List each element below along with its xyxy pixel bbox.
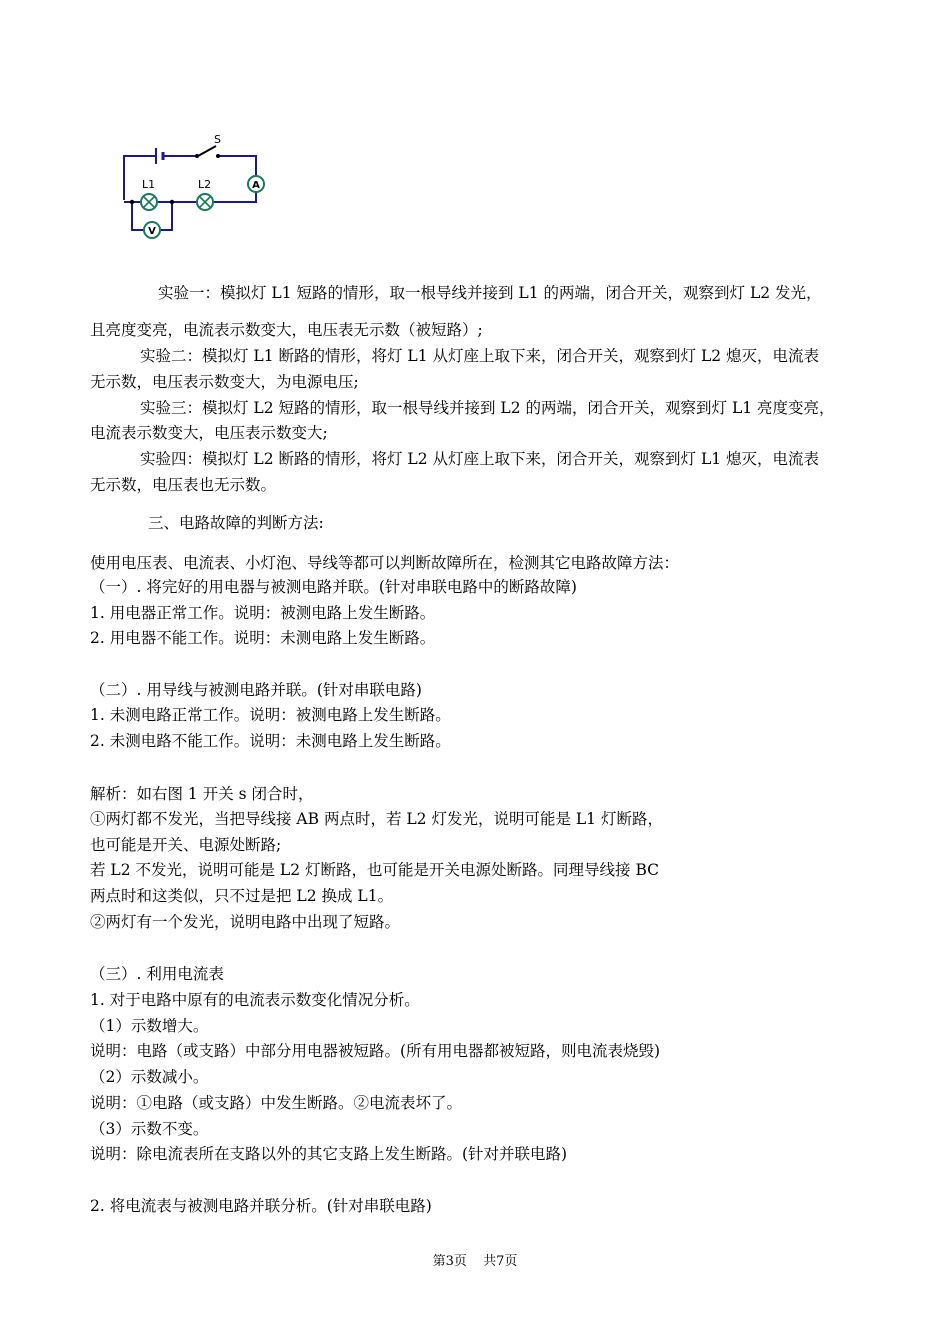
- method-2-item-1: 1. 未测电路正常工作。说明：被测电路上发生断路。: [90, 706, 451, 724]
- page-total: 共7页: [483, 1254, 518, 1269]
- experiment-3-line-1: 实验三：模拟灯 L2 短路的情形，取一根导线并接到 L2 的两端，闭合开关，观察到灯 L1 亮度变亮，: [140, 399, 835, 417]
- experiment-1-line-1: 实验一：模拟灯 L1 短路的情形，取一根导线并接到 L1 的两端，闭合开关，观察到灯 L2 发光，: [158, 284, 822, 302]
- experiment-4-line-1: 实验四：模拟灯 L2 断路的情形，将灯 L2 从灯座上取下来，闭合开关，观察到灯 L1 熄灭，电流表: [140, 450, 820, 468]
- experiment-2-line-2: 无示数，电压表示数变大，为电源电压;: [90, 373, 359, 391]
- analysis-line-6: ②两灯有一个发光，说明电路中出现了短路。: [90, 913, 401, 931]
- experiment-3-line-2: 电流表示数变大，电压表示数变大;: [90, 424, 328, 442]
- analysis-line-3: 也可能是开关、电源处断路;: [90, 836, 282, 854]
- method-2-title: （二）. 用导线与被测电路并联。(针对串联电路): [90, 681, 422, 699]
- method-3-title: （三）. 利用电流表: [90, 965, 224, 983]
- analysis-line-4: 若 L2 不发光，说明可能是 L2 灯断路，也可能是开关电源处断路。同理导线接 BC: [90, 861, 659, 879]
- analysis-line-1: 解析：如右图 1 开关 s 闭合时，: [90, 785, 314, 803]
- analysis-line-2: ①两灯都不发光，当把导线接 AB 两点时，若 L2 灯发光，说明可能是 L1 灯断路，: [90, 810, 663, 828]
- voltmeter-label: V: [148, 226, 156, 237]
- method-1-item-1: 1. 用电器正常工作。说明：被测电路上发生断路。: [90, 604, 436, 622]
- analysis-line-5: 两点时和这类似，只不过是把 L2 换成 L1。: [90, 887, 394, 905]
- method-3-sub-1-note: 说明：电路（或支路）中部分用电器被短路。(所有用电器都被短路，则电流表烧毁): [90, 1042, 661, 1060]
- method-2-item-2: 2. 未测电路不能工作。说明：未测电路上发生断路。: [90, 732, 451, 750]
- circuit-diagram: [118, 128, 278, 246]
- lamp-l2-symbol: [197, 194, 213, 210]
- ammeter-symbol: [248, 176, 264, 192]
- method-1-title: （一）. 将完好的用电器与被测电路并联。(针对串联电路中的断路故障): [90, 578, 577, 596]
- method-3-sub-3-note: 说明：除电流表所在支路以外的其它支路上发生断路。(针对并联电路): [90, 1145, 568, 1163]
- voltmeter-symbol: [144, 222, 160, 238]
- method-3-sub-3: （3）示数不变。: [90, 1120, 209, 1138]
- lamp2-label: L2: [198, 178, 212, 191]
- intro-text: 使用电压表、电流表、小灯泡、导线等都可以判断故障所在，检测其它电路故障方法：: [90, 554, 680, 572]
- method-3-item-1: 1. 对于电路中原有的电流表示数变化情况分析。: [90, 991, 420, 1009]
- page-number: 第3页: [432, 1254, 467, 1269]
- switch-label: S: [214, 133, 221, 146]
- experiment-4-line-2: 无示数，电压表也无示数。: [90, 476, 277, 494]
- method-3-sub-2: （2）示数减小。: [90, 1068, 209, 1086]
- experiment-1-line-2: 且亮度变亮，电流表示数变大，电压表无示数（被短路）;: [90, 321, 483, 339]
- lamp1-label: L1: [142, 178, 156, 191]
- lamp-l1-symbol: [141, 194, 157, 210]
- method-1-item-2: 2. 用电器不能工作。说明：未测电路上发生断路。: [90, 629, 436, 647]
- ammeter-label: A: [252, 180, 260, 191]
- method-3-item-2: 2. 将电流表与被测电路并联分析。(针对串联电路): [90, 1197, 432, 1215]
- page-footer: [0, 1250, 950, 1269]
- method-3-sub-1: （1）示数增大。: [90, 1017, 209, 1035]
- section-heading: 三、电路故障的判断方法:: [148, 514, 324, 532]
- experiment-2-line-1: 实验二：模拟灯 L1 断路的情形，将灯 L1 从灯座上取下来，闭合开关，观察到灯 L2 熄灭，电流表: [140, 347, 820, 365]
- method-3-sub-2-note: 说明：①电路（或支路）中发生断路。②电流表坏了。: [90, 1094, 463, 1112]
